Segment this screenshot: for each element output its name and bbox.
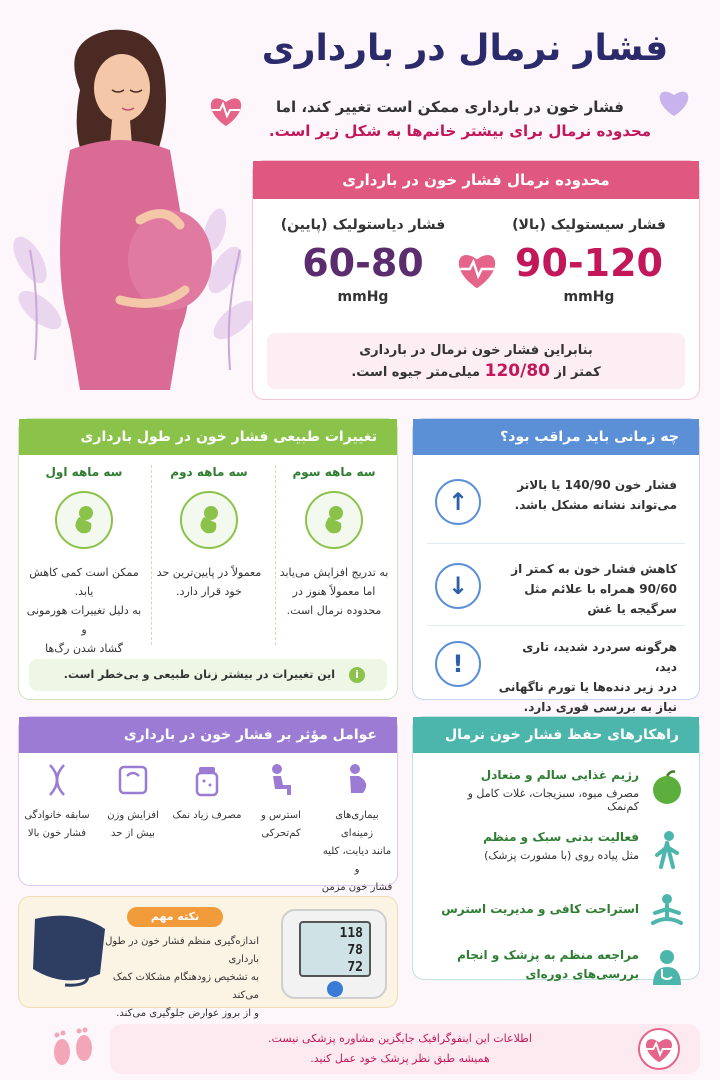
watch-title: چه زمانی باید مراقب بود؟ [413, 419, 699, 455]
important-line: به تشخیص زودهنگام مشکلات کمک می‌کند [112, 972, 259, 1001]
diastolic-value: 60-80 [302, 241, 424, 285]
factor-text: استرس و [261, 810, 301, 821]
trimester-desc: ممکن است کمی کاهش یابد. [29, 566, 139, 598]
diastolic-unit: mmHg [337, 289, 389, 305]
important-line: اندازه‌گیری منظم فشار خون در طول بارداری [105, 936, 259, 965]
conclusion-value: 120/80 [484, 361, 550, 381]
tip-desc: مصرف میوه، سبزیجات، غلات کامل و کم‌نمک [467, 787, 639, 813]
tips-title: راهکارهای حفظ فشار خون نرمال [413, 717, 699, 753]
trimester-first [25, 465, 143, 658]
arrow-down-icon: ↓ [435, 563, 481, 609]
factor-text: بیش از حد [111, 828, 155, 839]
systolic-unit: mmHg [563, 289, 615, 305]
warning-text: می‌تواند نشانه مشکل باشد. [514, 498, 677, 512]
warning-text: هرگونه سردرد شدید، تاری دید، [522, 640, 677, 674]
fetus-icon [305, 491, 363, 549]
pregnancy-changes-card [18, 418, 398, 700]
subtitle-line2: محدوده نرمال برای بیشتر خانم‌ها به شکل زیر است. [268, 122, 652, 140]
subtitle-line1: فشار خون در بارداری ممکن است تغییر کند، اما [276, 98, 624, 116]
trimester-desc: به دلیل تغییرات هورمونی و [26, 604, 142, 636]
normal-range-card [252, 160, 700, 400]
trimester-desc: محدوده نرمال است. [286, 604, 382, 617]
conclusion-box [267, 333, 685, 389]
warning-text: فشار خون 140/90 یا بالاتر [517, 478, 677, 492]
changes-note [29, 659, 387, 691]
warning-text: نیاز به بررسی فوری دارد. [523, 700, 677, 714]
heartbeat-icon [638, 1028, 680, 1070]
monitor-diastolic: 78 [347, 943, 363, 958]
monitor-systolic: 118 [339, 926, 363, 941]
meditation-icon [647, 891, 687, 931]
trimester-desc: معمولاً در پایین‌ترین حد [156, 566, 262, 579]
salt-icon [191, 763, 223, 797]
trimester-title: سه ماهه اول [45, 465, 123, 479]
trimester-second [150, 465, 268, 601]
factor-item [21, 763, 93, 843]
trimester-desc: اما معمولاً هنوز در [292, 585, 376, 598]
tip-item [425, 941, 687, 997]
factor-text: مانند دیابت، کلیه و [322, 846, 392, 875]
disclaimer-line1: اطلاعات این اینفوگرافیک جایگزین مشاوره پزشکی نیست. [268, 1032, 532, 1045]
changes-title: تغییرات طبیعی فشار خون در طول بارداری [19, 419, 397, 455]
tip-item [425, 885, 687, 941]
tips-card [412, 716, 700, 980]
trimester-desc: خود قرار دارد. [176, 585, 242, 598]
factor-text: فشار خون مزمن [321, 882, 393, 893]
systolic-label: فشار سیستولیک (بالا) [512, 217, 666, 233]
important-note-card [18, 896, 398, 1019]
walking-icon [647, 829, 687, 869]
apple-icon [647, 767, 687, 807]
heart-decoration-icon [656, 86, 692, 122]
fetus-icon [55, 491, 113, 549]
factors-title: عوامل مؤثر بر فشار خون در بارداری [19, 717, 397, 753]
sitting-person-icon [265, 763, 297, 797]
factor-text: افزایش وزن [107, 810, 159, 821]
factor-text: سابقه خانوادگی [24, 810, 90, 821]
pregnant-icon [341, 763, 373, 797]
tip-title: استراحت کافی و مدیریت استرس [441, 902, 639, 916]
info-icon: i [349, 667, 365, 683]
normal-range-title: محدوده نرمال فشار خون در بارداری [253, 161, 699, 199]
bp-monitor-screen [299, 921, 371, 977]
systolic-value: 90-120 [515, 241, 663, 285]
trimester-desc: گشاد شدن رگ‌ها [45, 642, 123, 655]
factor-item [321, 763, 393, 897]
tip-title: فعالیت بدنی سبک و منظم [483, 830, 639, 844]
divider [427, 543, 685, 544]
conclusion-prefix: کمتر از [554, 365, 601, 380]
tip-item [425, 761, 687, 817]
factor-text: مصرف زیاد نمک [172, 810, 242, 821]
disclaimer-line2: همیشه طبق نظر پزشک خود عمل کنید. [310, 1052, 490, 1065]
exclamation-icon: ! [435, 641, 481, 687]
fetus-icon [180, 491, 238, 549]
page-title: فشار نرمال در بارداری [261, 28, 669, 69]
warning-item-symptoms [427, 625, 685, 714]
trimester-desc: به تدریج افزایش می‌یابد [279, 566, 389, 579]
systolic-block [499, 217, 679, 305]
scale-icon [117, 763, 149, 797]
monitor-button [327, 981, 343, 997]
factor-item [97, 763, 169, 843]
factor-item [245, 763, 317, 843]
conclusion-suffix: میلی‌متر جیوه است. [351, 365, 481, 380]
disclaimer [110, 1024, 700, 1074]
warning-text: درد زیر دنده‌ها یا تورم ناگهانی [498, 680, 677, 694]
important-line: و از بروز عوارض جلوگیری می‌کند. [116, 1008, 259, 1019]
factor-text: فشار خون بالا [27, 828, 87, 839]
baby-feet-icon [48, 1028, 98, 1072]
warning-text: سرگیجه یا غش [587, 602, 677, 616]
arrow-up-icon: ↑ [435, 479, 481, 525]
tip-title: رژیم غذایی سالم و متعادل [480, 768, 639, 782]
warning-item-high [427, 463, 685, 539]
tip-item [425, 823, 687, 879]
warning-text: کاهش فشار خون به کمتر از [511, 562, 677, 576]
factors-card [18, 716, 398, 893]
trimester-title: سه ماهه دوم [170, 465, 248, 479]
conclusion-line2 [267, 361, 685, 383]
doctor-icon [647, 947, 687, 987]
diastolic-block [273, 217, 453, 305]
bp-monitor [281, 909, 387, 999]
conclusion-line1: بنابراین فشار خون نرمال در بارداری [359, 343, 593, 358]
important-text [99, 933, 259, 1023]
dna-icon [41, 763, 73, 797]
factor-text: بیماری‌های زمینه‌ای [335, 810, 379, 839]
factor-text: کم‌تحرکی [261, 828, 301, 839]
important-badge: نکته مهم [127, 907, 223, 927]
diastolic-label: فشار دیاستولیک (پایین) [280, 217, 446, 233]
trimester-title: سه ماهه سوم [292, 465, 376, 479]
heartbeat-icon [453, 247, 501, 295]
pregnant-woman-illustration [0, 0, 270, 400]
tip-desc: بررسی‌های دوره‌ای [525, 967, 639, 981]
tip-title: مراجعه منظم به پزشک و انجام [457, 948, 639, 962]
warning-item-low [427, 547, 685, 623]
factor-item [171, 763, 243, 825]
tip-desc: مثل پیاده روی (با مشورت پزشک) [484, 849, 639, 862]
monitor-pulse: 72 [347, 960, 363, 975]
warning-text: 90/60 همراه با علائم مثل [524, 582, 677, 596]
warning-signs-card [412, 418, 700, 714]
trimester-third [275, 465, 393, 620]
changes-note-text: این تغییرات در بیشتر زنان طبیعی و بی‌خطر است. [63, 668, 335, 681]
